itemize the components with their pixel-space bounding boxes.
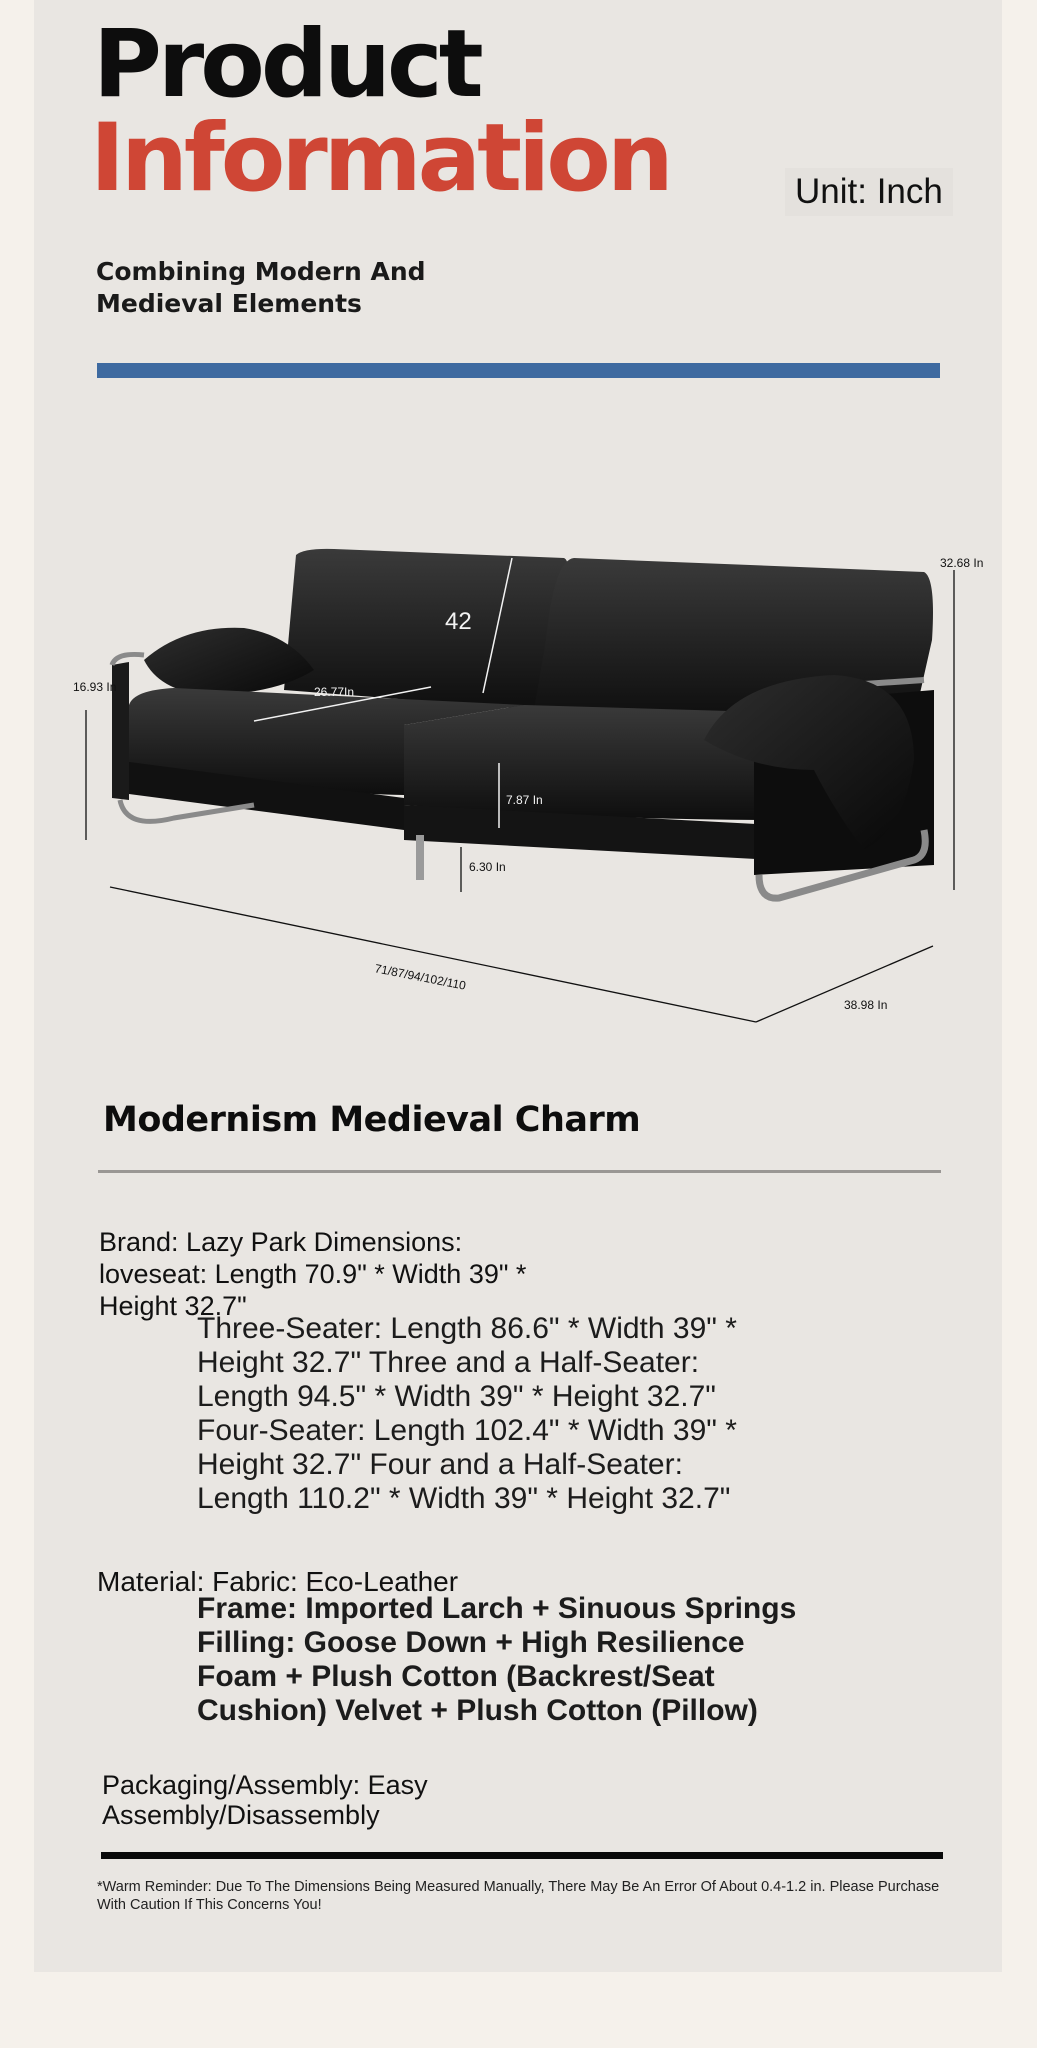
dim-width: 38.98 In — [844, 998, 888, 1012]
dim-seat-depth: 26.77In — [314, 685, 355, 699]
sofa-diagram — [34, 530, 1002, 1050]
dim-cushion-thickness: 7.87 In — [506, 793, 543, 807]
dim-height: 32.68 In — [940, 556, 984, 570]
footer-divider — [101, 1852, 943, 1859]
spec-frame: Frame: Imported Larch + Sinuous Springs Filling: Goose Down + High Resilience Foam + Plush Cotton (Backrest/Seat Cushion) Velvet + Plush Cotton (Pillow) — [197, 1592, 797, 1727]
dim-length-options: 71/87/94/102/110 — [373, 961, 468, 993]
section-title: Modernism Medieval Charm — [103, 1100, 641, 1140]
warm-reminder: *Warm Reminder: Due To The Dimensions Being Measured Manually, There May Be An Error Of About 0.4-1.2 in. Please Purchase With Caution If This Concerns You! — [97, 1879, 940, 1913]
sofa-illustration — [34, 530, 1002, 1050]
spec-packaging: Packaging/Assembly: Easy Assembly/Disassembly — [102, 1770, 428, 1830]
dim-leg-height: 6.30 In — [469, 860, 506, 874]
spec-material: Material: Fabric: Eco-Leather — [97, 1566, 459, 1597]
blue-divider — [97, 363, 940, 378]
dim-back-angle: 42 — [445, 608, 472, 635]
unit-label: Unit: Inch — [785, 168, 953, 216]
section-divider — [98, 1170, 941, 1173]
title-line-1: Product — [93, 10, 480, 119]
spec-brand-dimensions: Brand: Lazy Park Dimensions: loveseat: Length 70.9" * Width 39" * Height 32.7" — [99, 1227, 527, 1321]
subtitle: Combining Modern And Medieval Elements — [96, 257, 426, 318]
dim-seat-height: 16.93 In — [73, 680, 117, 694]
title-line-2: Information — [90, 104, 670, 213]
spec-sizes: Three-Seater: Length 86.6" * Width 39" * Height 32.7" Three and a Half-Seater: Length 94.5" * Width 39" * Height 32.7" Four-Seater: Length 102.4" * Width 39" * Height 32.7" Four and a Half-Seater: Length 110.2" * Width 39" * Height 32.7" — [197, 1312, 737, 1515]
